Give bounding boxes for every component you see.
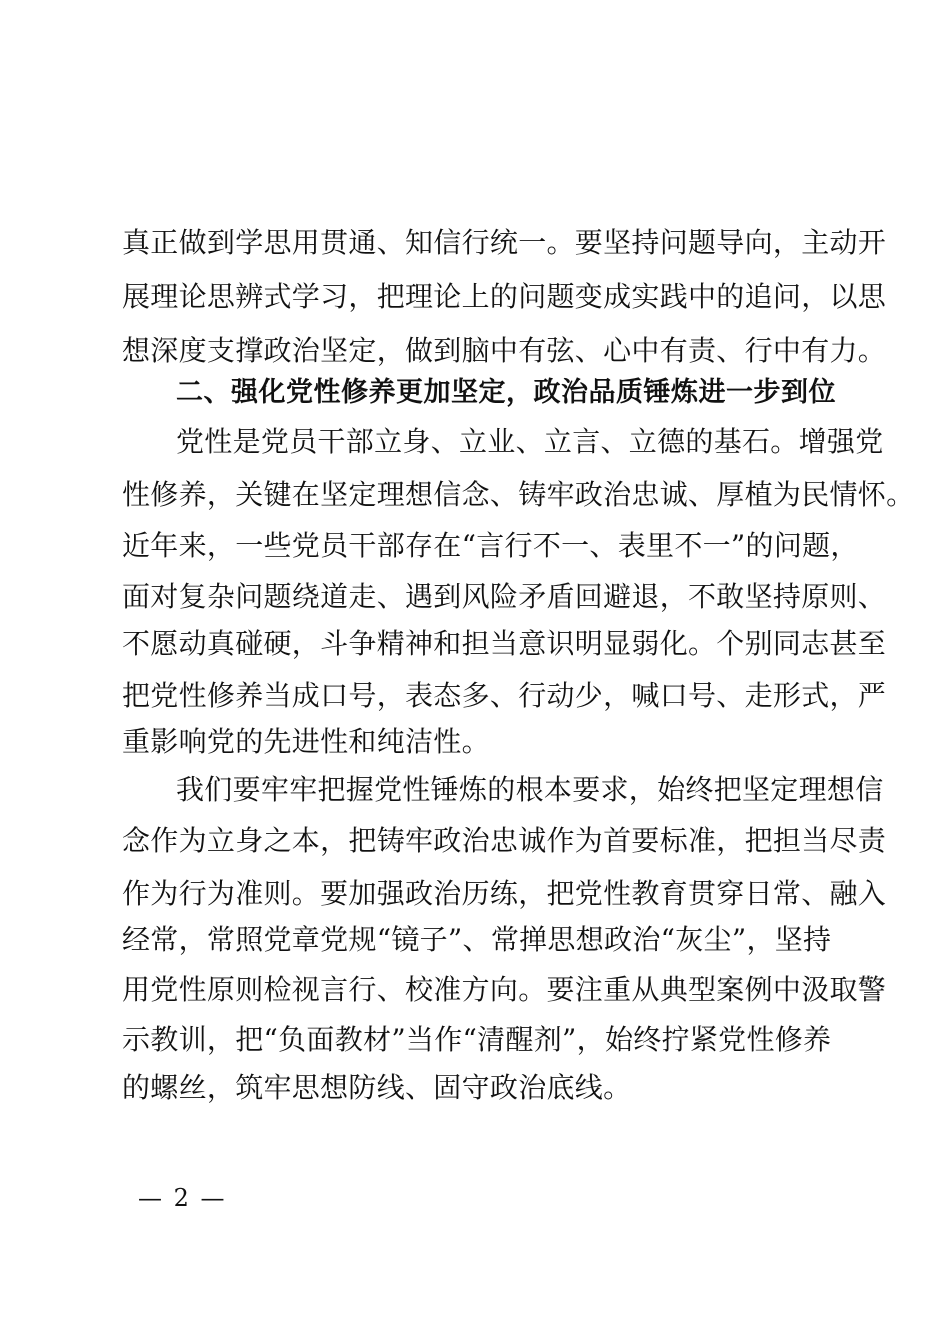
- text-line: 用党性原则检视言行、校准方向。要注重从典型案例中汲取警: [122, 973, 887, 1006]
- text-line: 党性是党员干部立身、立业、立言、立德的基石。增强党: [176, 425, 884, 458]
- text-line: 把党性修养当成口号，表态多、行动少，喊口号、走形式，严: [122, 679, 887, 712]
- text-line: 不愿动真碰硬，斗争精神和担当意识明显弱化。个别同志甚至: [122, 627, 887, 660]
- text-line: 展理论思辨式学习，把理论上的问题变成实践中的追问，以思: [122, 280, 887, 313]
- text-line: 真正做到学思用贯通、知信行统一。要坚持问题导向，主动开: [122, 226, 887, 259]
- text-line: 想深度支撑政治坚定，做到脑中有弦、心中有责、行中有力。: [122, 334, 887, 367]
- text-line: 我们要牢牢把握党性锤炼的根本要求，始终把坚定理想信: [176, 773, 884, 806]
- text-line: 的螺丝，筑牢思想防线、固守政治底线。: [122, 1071, 632, 1104]
- section-heading: 二、强化党性修养更加坚定，政治品质锤炼进一步到位: [176, 377, 836, 408]
- text-line: 面对复杂问题绕道走、遇到风险矛盾回避退，不敢坚持原则、: [122, 580, 887, 613]
- text-line: 念作为立身之本，把铸牢政治忠诚作为首要标准，把担当尽责: [122, 824, 887, 857]
- page-number: — 2 —: [138, 1184, 227, 1212]
- text-line: 经常，常照党章党规“镜子”、常掸思想政治“灰尘”，坚持: [122, 923, 832, 956]
- text-line: 性修养，关键在坚定理想信念、铸牢政治忠诚、厚植为民情怀。: [122, 478, 915, 511]
- text-line: 近年来，一些党员干部存在“言行不一、表里不一”的问题，: [122, 529, 859, 562]
- text-line: 作为行为准则。要加强政治历练，把党性教育贯穿日常、融入: [122, 877, 887, 910]
- text-line: 示教训，把“负面教材”当作“清醒剂”，始终拧紧党性修养: [122, 1023, 832, 1056]
- text-line: 重影响党的先进性和纯洁性。: [122, 725, 490, 758]
